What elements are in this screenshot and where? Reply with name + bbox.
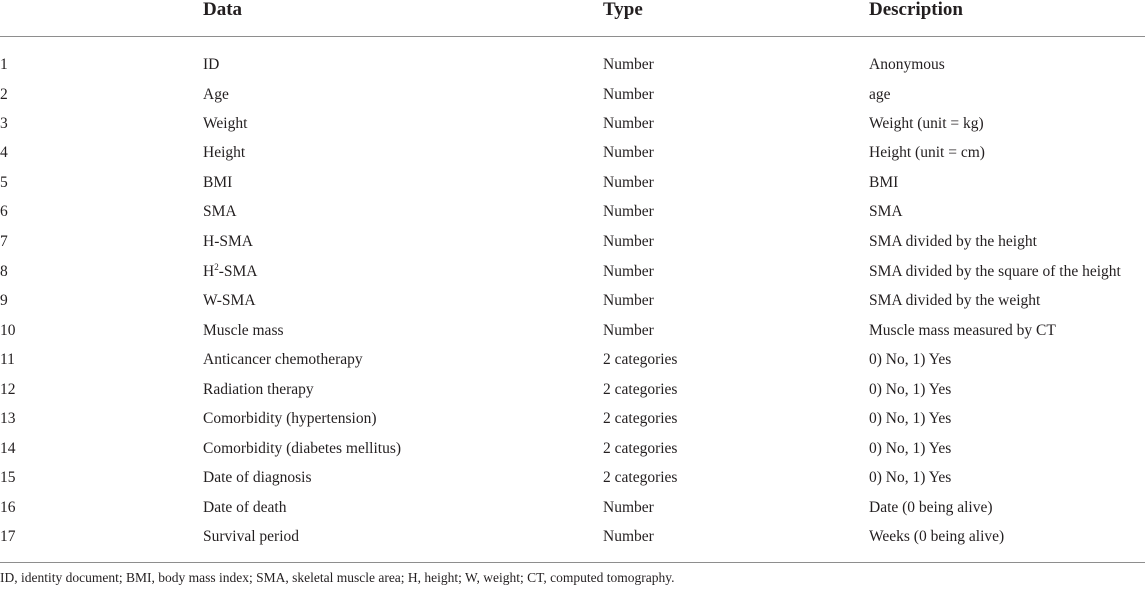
header-divider: [0, 36, 1145, 37]
row-data: SMA: [203, 203, 237, 220]
row-data-suffix: -SMA: [218, 263, 258, 280]
row-data: Date of death: [203, 499, 287, 516]
row-description: Weight (unit = kg): [869, 115, 984, 132]
table-row: [0, 173, 1145, 202]
row-index: 14: [0, 440, 16, 457]
row-index: 15: [0, 469, 16, 486]
row-data: Date of diagnosis: [203, 469, 312, 486]
row-type: 2 categories: [603, 351, 678, 368]
header-description: Description: [869, 0, 963, 20]
row-index: 17: [0, 528, 16, 545]
row-type: 2 categories: [603, 469, 678, 486]
row-type: Number: [603, 233, 654, 250]
row-type: 2 categories: [603, 410, 678, 427]
row-description: 0) No, 1) Yes: [869, 351, 952, 368]
row-description: SMA divided by the weight: [869, 292, 1041, 309]
row-index: 7: [0, 233, 8, 250]
table-row: [0, 350, 1145, 379]
header-data: Data: [203, 0, 243, 20]
table-row: [0, 409, 1145, 438]
row-type: Number: [603, 203, 654, 220]
row-data: BMI: [203, 174, 233, 191]
table-row: [0, 202, 1145, 231]
table-row: [0, 380, 1145, 409]
row-description: Weeks (0 being alive): [869, 528, 1005, 545]
row-data-prefix: H: [203, 263, 215, 280]
table-row: [0, 498, 1145, 527]
row-type: Number: [603, 528, 654, 545]
row-data: ID: [203, 56, 220, 73]
row-data: Muscle mass: [203, 322, 284, 339]
row-type: Number: [603, 322, 654, 339]
row-index: 2: [0, 86, 8, 103]
row-description: SMA divided by the square of the height: [869, 263, 1121, 280]
row-description: Height (unit = cm): [869, 144, 985, 161]
row-description: Anonymous: [869, 56, 945, 73]
table-header: [0, 0, 1145, 34]
row-description: SMA: [869, 203, 903, 220]
row-data: Height: [203, 144, 246, 161]
row-data: H-SMA: [203, 233, 253, 250]
row-description: SMA divided by the height: [869, 233, 1037, 250]
table-row: [0, 321, 1145, 350]
row-index: 9: [0, 292, 8, 309]
row-index: 10: [0, 322, 16, 339]
row-index: 5: [0, 174, 8, 191]
row-type: Number: [603, 144, 654, 161]
row-data: [203, 262, 257, 282]
row-description: age: [869, 86, 891, 103]
table-row: [0, 468, 1145, 497]
row-data: Survival period: [203, 528, 299, 545]
table-row: [0, 143, 1145, 172]
row-description: 0) No, 1) Yes: [869, 469, 952, 486]
row-type: Number: [603, 115, 654, 132]
table-row: [0, 262, 1145, 291]
row-index: 8: [0, 263, 8, 280]
row-description: BMI: [869, 174, 899, 191]
table-row: [0, 232, 1145, 261]
row-index: 11: [0, 351, 15, 368]
table-row: [0, 439, 1145, 468]
row-index: 3: [0, 115, 8, 132]
row-data: Anticancer chemotherapy: [203, 351, 363, 368]
row-data: W-SMA: [203, 292, 256, 309]
table-row: [0, 55, 1145, 84]
row-description: Date (0 being alive): [869, 499, 993, 516]
row-description: Muscle mass measured by CT: [869, 322, 1056, 339]
header-type: Type: [603, 0, 643, 20]
table-footnote: ID, identity document; BMI, body mass index; SMA, skeletal muscle area; H, height; W, weight; CT, computed tomography.: [0, 570, 675, 585]
row-data: Age: [203, 86, 229, 103]
row-description: 0) No, 1) Yes: [869, 410, 952, 427]
row-data: Weight: [203, 115, 248, 132]
row-data: Comorbidity (hypertension): [203, 410, 377, 427]
table-bottom-divider: [0, 562, 1145, 563]
row-type: Number: [603, 263, 654, 280]
row-type: Number: [603, 292, 654, 309]
table-row: [0, 85, 1145, 114]
table-row: [0, 114, 1145, 143]
row-type: Number: [603, 86, 654, 103]
row-type: 2 categories: [603, 440, 678, 457]
row-index: 4: [0, 144, 8, 161]
table-row: [0, 527, 1145, 556]
row-type: Number: [603, 499, 654, 516]
row-data: Radiation therapy: [203, 381, 314, 398]
row-index: 1: [0, 56, 8, 73]
row-index: 13: [0, 410, 16, 427]
row-index: 6: [0, 203, 8, 220]
row-data-superscript: 2: [214, 262, 219, 272]
row-description: 0) No, 1) Yes: [869, 381, 952, 398]
row-description: 0) No, 1) Yes: [869, 440, 952, 457]
row-index: 16: [0, 499, 16, 516]
row-type: Number: [603, 56, 654, 73]
row-index: 12: [0, 381, 16, 398]
table-row: [0, 291, 1145, 320]
row-type: Number: [603, 174, 654, 191]
row-data: Comorbidity (diabetes mellitus): [203, 440, 402, 457]
row-type: 2 categories: [603, 381, 678, 398]
